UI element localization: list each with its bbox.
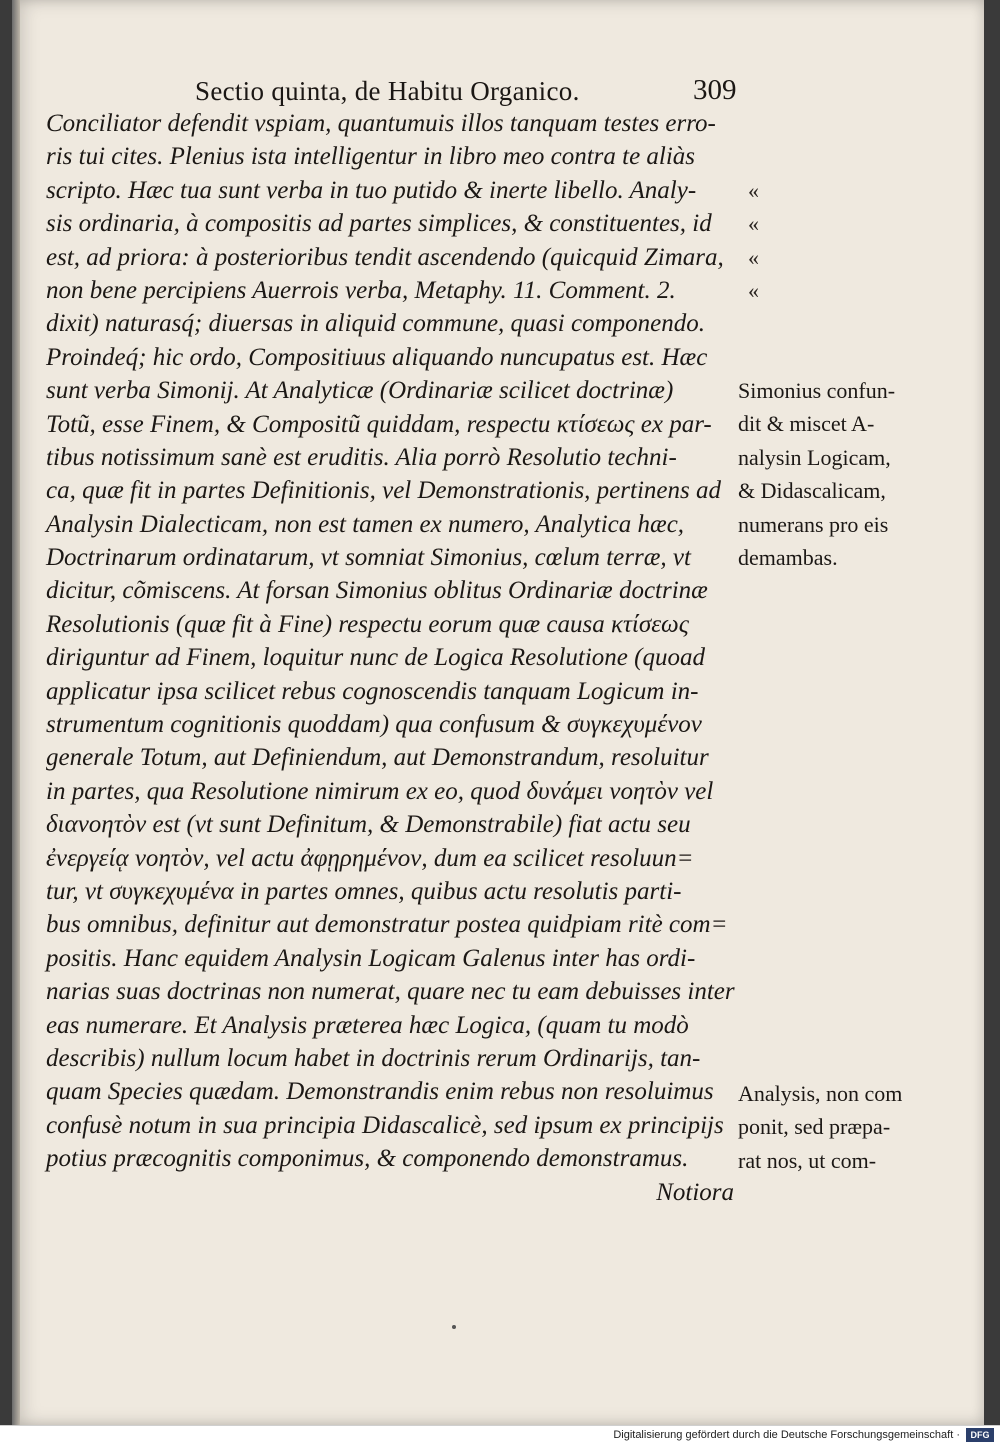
catchword: Notiora [656,1178,734,1206]
page-gutter [12,0,20,1425]
quote-mark: « [748,178,759,203]
text-line: dicitur, cõmiscens. At forsan Simonius oblitus Ordinariæ doctrinæ [46,577,708,605]
margin-note-line: nalysin Logicam, [738,444,891,470]
footer-bar [0,1425,1000,1446]
text-line: strumentum cognitionis quoddam) qua confusum & συγκεχυμένον [46,711,702,739]
text-line: dixit) naturasq́; diuersas in aliquid commune, quasi componendo. [46,310,705,338]
margin-note-line: numerans pro eis [738,511,889,537]
text-line: confusè notum in sua principia Didascalicè, sed ipsum ex principijs [46,1111,724,1139]
quote-marks-column [748,174,778,308]
dfg-logo: DFG [966,1428,994,1442]
text-line: Resolutionis (quæ fit à Fine) respectu eorum quæ causa κτίσεως [46,610,689,638]
text-line: narias suas doctrinas non numerat, quare nec tu eam debuisses inter [46,978,735,1006]
margin-note-analysis [738,1077,993,1177]
margin-note-line: demambas. [738,544,838,570]
running-head: Sectio quinta, de Habitu Organico. [195,76,580,106]
text-line: scripto. Hæc tua sunt verba in tuo putido & inerte libello. Analy- [46,176,697,204]
text-line: bus omnibus, definitur aut demonstratur postea quidpiam ritè com= [46,911,728,939]
text-line: ἐνεργείᾳ νοητὸν, vel actu ἀφῃρημένον, dum ea scilicet resoluun= [46,844,694,872]
text-line: Doctrinarum ordinatarum, vt somniat Simonius, cœlum terræ, vt [46,544,691,572]
text-line: describis) nullum locum habet in doctrinis rerum Ordinarijs, tan- [46,1044,701,1072]
text-line: tur, vt συγκεχυμένα in partes omnes, quibus actu resolutis parti- [46,877,682,905]
text-line: in partes, qua Resolutione nimirum ex eo, quod δυνάμει νοητὸν vel [46,777,714,805]
body-text [46,107,746,1209]
text-line: Proindeq́; hic ordo, Compositiuus aliquando nuncupatus est. Hæc [46,343,708,371]
text-line: diriguntur ad Finem, loquitur nunc de Logica Resolutione (quoad [46,644,705,672]
text-line: sunt verba Simonij. At Analyticæ (Ordinariæ scilicet doctrinæ) [46,377,674,405]
text-line: ca, quæ fit in partes Definitionis, vel Demonstrationis, pertinens ad [46,477,721,505]
text-line: eas numerare. Et Analysis præterea hæc Logica, (quam tu modò [46,1011,689,1039]
text-line: Analysin Dialecticam, non est tamen ex numero, Analytica hæc, [46,510,685,538]
quote-mark: « [748,211,759,237]
text-line: tibus notissimum sanè est eruditis. Alia porrò Resolutio techni- [46,443,677,471]
margin-note-line: & Didascalicam, [738,478,886,504]
quote-mark: « [748,278,759,304]
margin-note-simonius [738,374,993,574]
page-number: 309 [693,74,737,106]
text-line: non bene percipiens Auerrois verba, Metaphy. 11. Comment. 2. [46,276,676,304]
text-line: quam Species quædam. Demonstrandis enim rebus non resoluimus [46,1078,714,1106]
margin-note-line: Simonius confun- [738,378,896,403]
text-line: Conciliator defendit vspiam, quantumuis illos tanquam testes erro- [46,110,716,137]
text-line: sis ordinaria, à compositis ad partes simplices, & constituentes, id [46,210,712,238]
paper-speck [452,1325,456,1329]
text-line: potius præcognitis componimus, & componendo demonstramus. [46,1145,689,1173]
margin-note-line: dit & miscet A- [738,411,875,437]
page-header [0,72,1000,112]
footer-credit: Digitalisierung gefördert durch die Deutsche Forschungsgemeinschaft · [613,1429,960,1441]
text-line: generale Totum, aut Definiendum, aut Demonstrandum, resoluitur [46,744,709,772]
quote-mark: « [748,244,759,270]
margin-note-line: Analysis, non com [738,1081,903,1106]
text-line: est, ad priora: à posterioribus tendit ascendendo (quicquid Zimara, [46,243,724,271]
text-line: ris tui cites. Plenius ista intelligentur in libro meo contra te aliàs [46,143,696,171]
text-line: positis. Hanc equidem Analysin Logicam Galenus inter has ordi- [46,944,696,972]
margin-note-line: ponit, sed præpa- [738,1114,891,1140]
text-line: applicatur ipsa scilicet rebus cognoscendis tanquam Logicum in- [46,677,699,705]
text-line: Totũ, esse Finem, & Compositũ quiddam, respectu κτίσεως ex par- [46,410,712,438]
margin-note-line: rat nos, ut com- [738,1147,877,1173]
text-line: διανοητὸν est (vt sunt Definitum, & Demonstrabile) fiat actu seu [46,811,691,839]
